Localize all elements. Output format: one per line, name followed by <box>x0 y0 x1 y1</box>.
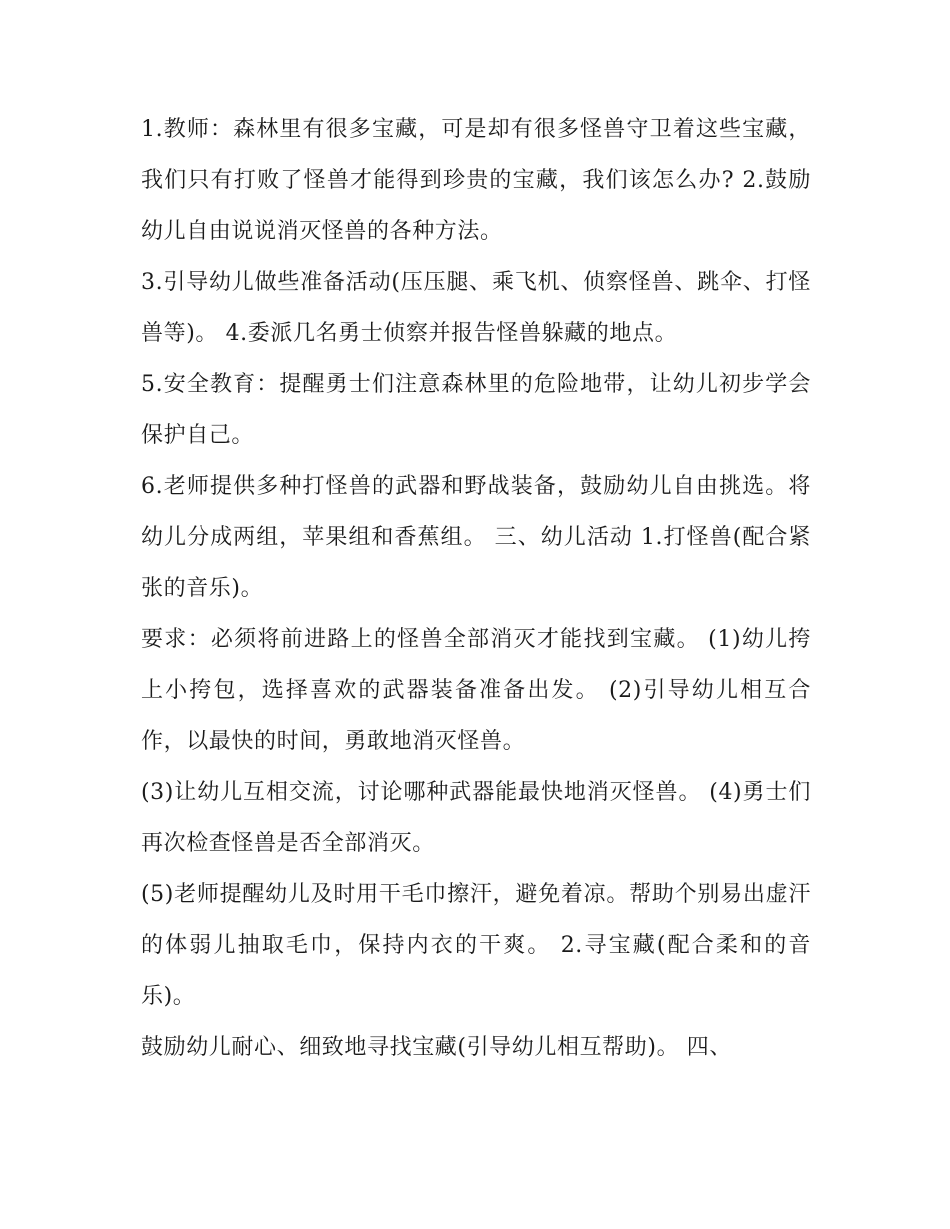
paragraph-8: 鼓励幼儿耐心、细致地寻找宝藏(引导幼儿相互帮助)。 四、 <box>141 1035 732 1060</box>
paragraph-5: 要求：必须将前进路上的怪兽全部消灭才能找到宝藏。 (1)幼儿挎上小挎包，选择喜欢的武器装备准备出发。 (2)引导幼儿相互合作，以最快的时间，勇敢地消灭怪兽。 <box>141 627 811 754</box>
document-body <box>141 104 811 1073</box>
paragraph-7: (5)老师提醒幼儿及时用干毛巾擦汗，避免着凉。帮助个别易出虚汗的体弱儿抽取毛巾，保持内衣的干爽。 2.寻宝藏(配合柔和的音乐)。 <box>141 882 811 1009</box>
paragraph-2: 3.引导幼儿做些准备活动(压压腿、乘飞机、侦察怪兽、跳伞、打怪兽等)。 4.委派几名勇士侦察并报告怪兽躲藏的地点。 <box>141 270 811 346</box>
paragraph-4: 6.老师提供多种打怪兽的武器和野战装备，鼓励幼儿自由挑选。将幼儿分成两组，苹果组和香蕉组。 三、幼儿活动 1.打怪兽(配合紧张的音乐)。 <box>141 474 811 601</box>
paragraph-6: (3)让幼儿互相交流，讨论哪种武器能最快地消灭怪兽。 (4)勇士们再次检查怪兽是否全部消灭。 <box>141 780 811 856</box>
paragraph-3: 5.安全教育：提醒勇士们注意森林里的危险地带，让幼儿初步学会保护自己。 <box>141 372 811 448</box>
paragraph-1: 1.教师：森林里有很多宝藏，可是却有很多怪兽守卫着这些宝藏，我们只有打败了怪兽才能得到珍贵的宝藏，我们该怎么办? 2.鼓励幼儿自由说说消灭怪兽的各种方法。 <box>141 117 811 244</box>
